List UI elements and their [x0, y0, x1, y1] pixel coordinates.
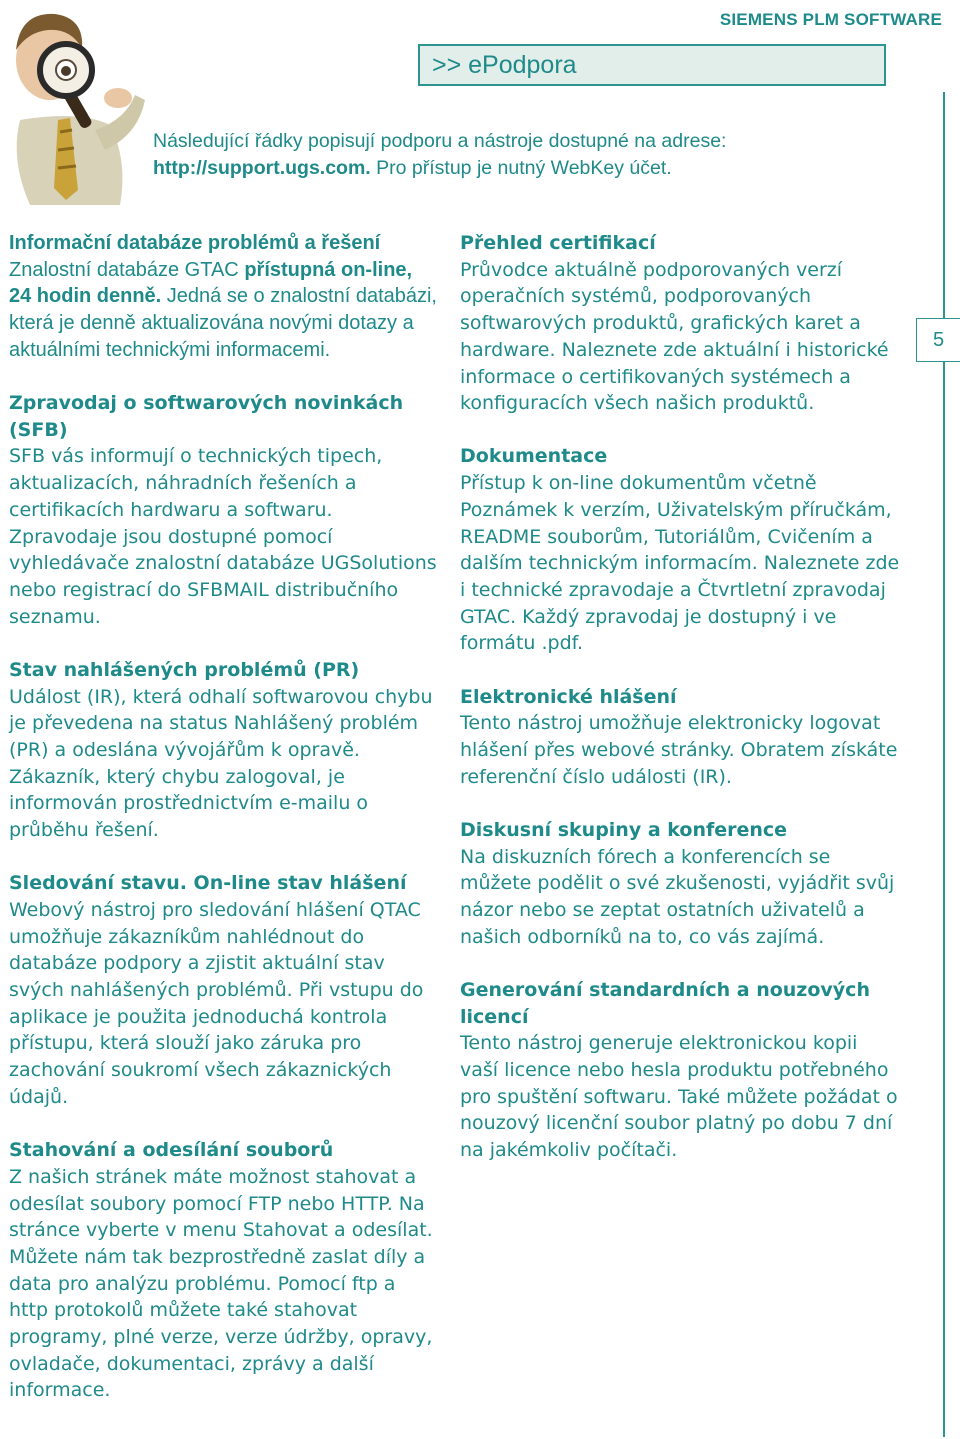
- support-url: http://support.ugs.com.: [153, 157, 371, 179]
- section-knowledge-base: [9, 230, 439, 364]
- section-heading: Sledování stavu. On-line stav hlášení: [9, 872, 407, 895]
- right-column: [460, 230, 900, 1190]
- section-heading: Diskusní skupiny a konference: [460, 818, 788, 841]
- page-number: 5: [916, 318, 960, 362]
- brand-name: SIEMENS PLM SOFTWARE: [719, 10, 942, 29]
- section-tracking: [9, 870, 439, 1110]
- section-heading: Elektronické hlášení: [460, 685, 677, 708]
- vertical-rule: [943, 92, 945, 1437]
- section-title-box: [418, 44, 886, 86]
- section-sfb: [9, 390, 439, 630]
- section-heading: Stav nahlášených problémů (PR): [9, 658, 360, 681]
- section-heading: Dokumentace: [460, 445, 608, 468]
- section-body: SFB vás informují o technických tipech, aktualizacích, náhradních řešeních a certifikacích hardwaru a softwaru. Zpravodaje jsou dostupné pomocí vyhledávače znalostní databáze UGSolutions nebo registrací do SFBMAIL distribučního seznamu.: [9, 445, 437, 628]
- section-heading: Informační databáze problémů a řešení: [9, 232, 381, 254]
- section-heading: Stahování a odesílání souborů: [9, 1139, 334, 1162]
- section-heading: Generování standardních a nouzových licencí: [460, 978, 870, 1028]
- section-heading: Zpravodaj o softwarových novinkách (SFB): [9, 392, 404, 441]
- section-electronic-reporting: [460, 684, 900, 791]
- section-pr-status: [9, 657, 439, 844]
- section-heading: Přehled certifikací: [460, 232, 656, 254]
- section-licenses: [460, 977, 900, 1164]
- left-column: [9, 230, 439, 1431]
- section-body: Webový nástroj pro sledování hlášení QTAC umožňuje zákazníkům nahlédnout do databáze podpory a zjistit aktuální stav svých nahlášených problémů. Při vstupu do aplikace je použita jednoduchá kontrola přístupu, která slouží jako záruka pro zachování soukromí všech zákaznických údajů.: [9, 898, 424, 1108]
- section-body: Průvodce aktuálně podporovaných verzí operačních systémů, podporovaných softwarových produktů, grafických karet a hardware. Naleznete zde aktuální i historické informace o certifikovaných systémech a konfiguracích všech našich produktů.: [460, 258, 889, 415]
- section-body: Z našich stránek máte možnost stahovat a odesílat soubory pomocí FTP nebo HTTP. Na stránce vyberte v menu Stahovat a odesílat. Můžete nám tak bezprostředně zaslat díly a data pro analýzu problému. Pomocí ftp a http protokolů můžete také stahovat programy, plné verze, verze údržby, opravy, ovladače, dokumentaci, zprávy a další informace.: [9, 1165, 433, 1402]
- intro-line1: Následující řádky popisují podporu a nástroje dostupné na adrese:: [153, 130, 727, 152]
- section-body: Znalostní databáze GTAC přístupná on-line, 24 hodin denně. Jedná se o znalostní databázi, která je denně aktualizována novými dotazy a aktuálními technickými informacemi.: [9, 258, 437, 361]
- mascot-illustration: [0, 0, 150, 210]
- section-file-transfer: [9, 1137, 439, 1404]
- section-documentation: [460, 443, 900, 657]
- section-title: >> ePodpora: [432, 50, 577, 79]
- section-discussion-groups: [460, 817, 900, 951]
- intro-line2: Pro přístup je nutný WebKey účet.: [370, 157, 672, 179]
- section-body: Přístup k on-line dokumentům včetně Poznámek k verzím, Uživatelským příručkám, README souborům, Tutoriálům, Cvičením a dalším technickým informacím. Naleznete zde i technické zpravodaje a Čtvrtletní zpravodaj GTAC. Každý zpravodaj je dostupný i ve formátu .pdf.: [460, 472, 900, 655]
- section-certifications: [460, 230, 900, 417]
- section-body: Tento nástroj generuje elektronickou kopii vaší licence nebo hesla produktu potřebného pro spuštění softwaru. Také můžete požádat o nouzový licenční soubor platný po dobu 7 dní na jakémkoliv počítači.: [460, 1032, 898, 1162]
- intro-paragraph: [153, 128, 853, 182]
- section-body: Na diskuzních fórech a konferencích se můžete podělit o své zkušenosti, vyjádřit svůj názor nebo se zeptat ostatních uživatelů a našich odborníků na to, co vás zajímá.: [460, 845, 895, 948]
- section-body: Tento nástroj umožňuje elektronicky logovat hlášení přes webové stránky. Obratem získáte referenční číslo události (IR).: [460, 712, 898, 788]
- section-body: Událost (IR), která odhalí softwarovou chybu je převedena na status Nahlášený problém (PR) a odeslána vývojářům k opravě. Zákazník, který chybu zalogoval, je informován prostřednictvím e-mailu o průběhu řešení.: [9, 685, 433, 842]
